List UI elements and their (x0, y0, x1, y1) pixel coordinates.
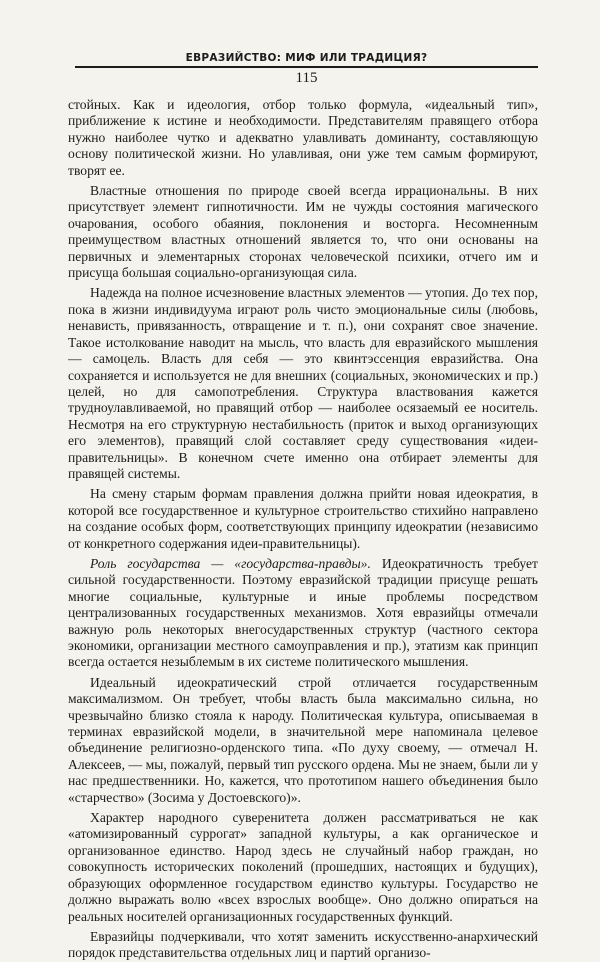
paragraph-1: стойных. Как и идеология, отбор только формула, «идеальный тип», приближение к истине и необходимости. Представителям правящего отбора нужно наиболее чутко и адекватно улавливать доминанту, составляющую основу политической жизни. Но улавливая, они уже тем самым формируют, творят ее. (68, 97, 538, 178)
paragraph-5: Роль государства — «государства-правды». Идеократичность требует сильной государственности. Поэтому евразийской традиции присуще решать многие социальные, культурные и иные проблемы посредством централизованных государственных механизмов. Хотя евразийцы отмечали важную роль некоторых внегосударственных структур (частного сектора экономики, организации местного самоуправления и пр.), этатизм как принцип всегда остается незыблемым в их системе политического мышления. (68, 555, 538, 670)
paragraph-7: Характер народного суверенитета должен рассматриваться не как «атомизированный суррогат» западной культуры, а как органическое и организованное единство. Народ здесь не случайный набор граждан, но совокупность исторических поколений (прошедших, настоящих и будущих), образующих оформленное государством единство культуры. Государство не должно выражать волю «всех взрослых вообще». Оно должно опираться на реальных носителей организационных государственных функций. (68, 810, 538, 924)
paragraph-3: Надежда на полное исчезновение властных элементов — утопия. До тех пор, пока в жизни индивидуума играют роль чисто эмоциональные силы (любовь, ненависть, привязанность, отвращение и т. п.), они сохранят свое значение. Такое истолкование наводит на мысль, что власть для евразийского мышления — самоцель. Власть для себя — это квинтэссенция евразийства. Она сохраняется и используется не для внешних (социальных, экономических и пр.) целей, но для самопотребления. Структура властвования кажется трудноулавливаемой, но правящий отбор — наиболее осязаемый ее носитель. Несмотря на его структурную нестабильность (приток и выход организующих его элементов), правящий слой составляет среду существования «идеи-правительницы». В конечном счете именно она отбирает элементы для правящей системы. (68, 285, 538, 481)
body-text (68, 97, 538, 962)
paragraph-6: Идеальный идеократический строй отличается государственным максимализмом. Он требует, чтобы власть была максимально сильна, но чрезвычайно близко стояла к народу. Политическая культура, описываемая в терминах евразийской модели, в значительной мере напоминала целевое объединение религиозно-орденского типа. «По духу своему, — отмечал Н. Алексеев, — мы, пожалуй, первый тип русского ордена. Мы не знаем, были ли у нас предшественники. Но, кажется, что прототипом нашего объединения было «старчество» (Зосима у Достоевского)». (68, 674, 538, 805)
paragraph-8: Евразийцы подчеркивали, что хотят заменить искусственно-анархический порядок представительства отдельных лиц и партий организо- (68, 928, 538, 961)
paragraph-2: Властные отношения по природе своей всегда иррациональны. В них присутствует элемент гипнотичности. Им не чужды состояния магического очарования, особого обаяния, поклонения и восторга. Несомненным преимуществом властных отношений является то, что они основаны на первичных и элементарных сторонах человеческой психики, отчего им и присуща большая социально-организующая сила. (68, 183, 538, 281)
section-heading-italic: Роль государства — «государства-правды». (90, 555, 371, 571)
page-number: 115 (295, 70, 318, 86)
paragraph-4: На смену старым формам правления должна прийти новая идеократия, в которой все государственное и культурное строительство стихийно направлено на создание особых форм, соответствующих принципу идеократии (независимо от конкретного содержания идеи-правительницы). (68, 486, 538, 551)
running-header: ЕВРАЗИЙСТВО: МИФ ИЛИ ТРАДИЦИЯ? (75, 52, 538, 68)
